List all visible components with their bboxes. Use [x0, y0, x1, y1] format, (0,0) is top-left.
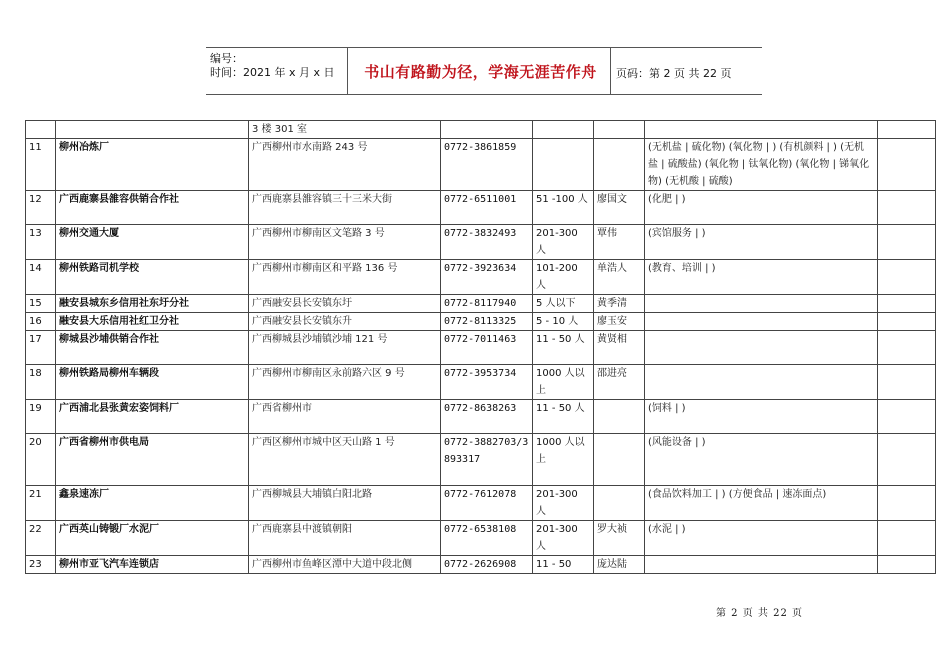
extra-cell	[878, 313, 936, 331]
table-row	[26, 121, 936, 139]
company-size	[533, 121, 594, 139]
company-phone: 0772-3882703/3893317	[441, 434, 533, 486]
row-number: 17	[26, 331, 56, 365]
company-address: 广西柳州市柳南区和平路 136 号	[249, 260, 441, 295]
row-number: 23	[26, 556, 56, 574]
extra-cell	[878, 139, 936, 191]
row-number: 14	[26, 260, 56, 295]
company-phone: 0772-3953734	[441, 365, 533, 400]
company-phone: 0772-8113325	[441, 313, 533, 331]
company-name: 柳州交通大厦	[56, 225, 249, 260]
company-address: 广西鹿寨县雒容镇三十三米大街	[249, 191, 441, 225]
product-info	[645, 313, 878, 331]
company-address: 广西鹿寨县中渡镇朝阳	[249, 521, 441, 556]
table-row	[26, 139, 936, 191]
extra-cell	[878, 191, 936, 225]
product-info	[645, 121, 878, 139]
page-footer: 第 2 页 共 22 页	[716, 608, 803, 619]
contact-person: 黄季清	[594, 295, 645, 313]
company-name	[56, 121, 249, 139]
company-size: 11 - 50	[533, 556, 594, 574]
contact-person	[594, 486, 645, 521]
contact-person: 廖国文	[594, 191, 645, 225]
contact-person: 覃伟	[594, 225, 645, 260]
company-name: 柳州铁路司机学校	[56, 260, 249, 295]
header-page-info: 页码：第 2 页 共 22 页	[616, 67, 732, 80]
table-row	[26, 191, 936, 225]
company-size: 201-300 人	[533, 521, 594, 556]
contact-person: 罗大祯	[594, 521, 645, 556]
contact-person	[594, 139, 645, 191]
extra-cell	[878, 521, 936, 556]
table-row	[26, 225, 936, 260]
row-number: 21	[26, 486, 56, 521]
contact-person: 庞达陆	[594, 556, 645, 574]
extra-cell	[878, 434, 936, 486]
company-name: 融安县城东乡信用社东圩分社	[56, 295, 249, 313]
company-phone: 0772-6511001	[441, 191, 533, 225]
table-row	[26, 331, 936, 365]
company-address: 广西柳州市水南路 243 号	[249, 139, 441, 191]
row-number: 16	[26, 313, 56, 331]
company-phone: 0772-7011463	[441, 331, 533, 365]
company-size: 101-200 人	[533, 260, 594, 295]
header-meta	[210, 52, 335, 80]
company-name: 鑫泉速冻厂	[56, 486, 249, 521]
contact-person: 黄贤相	[594, 331, 645, 365]
extra-cell	[878, 400, 936, 434]
company-size: 1000 人以上	[533, 365, 594, 400]
company-name: 广西省柳州市供电局	[56, 434, 249, 486]
table-row	[26, 556, 936, 574]
page-header	[206, 47, 762, 95]
contact-person: 单浩人	[594, 260, 645, 295]
contact-person: 廖玉安	[594, 313, 645, 331]
contact-person	[594, 121, 645, 139]
company-name: 融安县大乐信用社红卫分社	[56, 313, 249, 331]
row-number: 22	[26, 521, 56, 556]
header-time-label: 时间：2021 年 x 月 x 日	[210, 66, 335, 79]
company-phone	[441, 121, 533, 139]
company-size: 11 - 50 人	[533, 400, 594, 434]
table-row	[26, 295, 936, 313]
product-info	[645, 556, 878, 574]
row-number: 19	[26, 400, 56, 434]
extra-cell	[878, 365, 936, 400]
extra-cell	[878, 486, 936, 521]
row-number: 20	[26, 434, 56, 486]
header-divider-right	[610, 48, 611, 94]
header-divider-left	[347, 48, 348, 94]
company-size: 5 - 10 人	[533, 313, 594, 331]
company-size: 1000 人以上	[533, 434, 594, 486]
company-size: 201-300 人	[533, 486, 594, 521]
product-info: (化肥 | )	[645, 191, 878, 225]
extra-cell	[878, 121, 936, 139]
product-info	[645, 365, 878, 400]
product-info	[645, 331, 878, 365]
company-phone: 0772-7612078	[441, 486, 533, 521]
company-name: 柳州市亚飞汽车连锁店	[56, 556, 249, 574]
row-number: 12	[26, 191, 56, 225]
table-row	[26, 434, 936, 486]
company-phone: 0772-8117940	[441, 295, 533, 313]
table-row	[26, 400, 936, 434]
product-info: (水泥 | )	[645, 521, 878, 556]
company-address: 广西柳州市柳南区文笔路 3 号	[249, 225, 441, 260]
company-address: 广西融安县长安镇东圩	[249, 295, 441, 313]
company-address: 广西柳州市柳南区永前路六区 9 号	[249, 365, 441, 400]
extra-cell	[878, 260, 936, 295]
company-address: 广西柳州市鱼峰区潭中大道中段北侧	[249, 556, 441, 574]
product-info: (风能设备 | )	[645, 434, 878, 486]
company-size: 201-300 人	[533, 225, 594, 260]
row-number: 13	[26, 225, 56, 260]
header-number-label: 编号：	[210, 52, 243, 65]
product-info: (教育、培训 | )	[645, 260, 878, 295]
company-size: 51 -100 人	[533, 191, 594, 225]
contact-person: 邵进亮	[594, 365, 645, 400]
company-table	[25, 120, 936, 574]
company-address: 广西融安县长安镇东升	[249, 313, 441, 331]
table-body	[26, 121, 936, 574]
row-number: 15	[26, 295, 56, 313]
company-name: 柳城县沙埔供销合作社	[56, 331, 249, 365]
contact-person	[594, 400, 645, 434]
company-address: 广西省柳州市	[249, 400, 441, 434]
extra-cell	[878, 225, 936, 260]
company-name: 柳州铁路局柳州车辆段	[56, 365, 249, 400]
row-number: 18	[26, 365, 56, 400]
table-row	[26, 486, 936, 521]
company-phone: 0772-6538108	[441, 521, 533, 556]
extra-cell	[878, 295, 936, 313]
company-size: 11 - 50 人	[533, 331, 594, 365]
company-phone: 0772-3923634	[441, 260, 533, 295]
company-size: 5 人以下	[533, 295, 594, 313]
product-info: (无机盐 | 硫化物) (氧化物 | ) (有机颜料 | ) (无机盐 | 硫酸盐) (氧化物 | 钛氧化物) (氧化物 | 锑氧化物) (无机酸 | 硫酸)	[645, 139, 878, 191]
extra-cell	[878, 556, 936, 574]
header-motto: 书山有路勤为径，学海无涯苦作舟	[364, 62, 597, 81]
company-phone: 0772-3861859	[441, 139, 533, 191]
contact-person	[594, 434, 645, 486]
company-phone: 0772-2626908	[441, 556, 533, 574]
company-address: 广西柳城县大埔镇白阳北路	[249, 486, 441, 521]
product-info	[645, 295, 878, 313]
table-row	[26, 313, 936, 331]
company-name: 柳州冶炼厂	[56, 139, 249, 191]
table-row	[26, 260, 936, 295]
company-name: 广西英山铸锻厂水泥厂	[56, 521, 249, 556]
table-row	[26, 521, 936, 556]
company-address: 3 楼 301 室	[249, 121, 441, 139]
product-info: (饲料 | )	[645, 400, 878, 434]
row-number: 11	[26, 139, 56, 191]
extra-cell	[878, 331, 936, 365]
company-name: 广西鹿寨县雒容供销合作社	[56, 191, 249, 225]
company-phone: 0772-3832493	[441, 225, 533, 260]
company-address: 广西柳城县沙埔镇沙埔 121 号	[249, 331, 441, 365]
table-row	[26, 365, 936, 400]
row-number	[26, 121, 56, 139]
company-address: 广西区柳州市城中区天山路 1 号	[249, 434, 441, 486]
company-phone: 0772-8638263	[441, 400, 533, 434]
product-info: (宾馆服务 | )	[645, 225, 878, 260]
product-info: (食品饮料加工 | ) (方便食品 | 速冻面点)	[645, 486, 878, 521]
company-size	[533, 139, 594, 191]
company-name: 广西浦北县张黄宏姿饲料厂	[56, 400, 249, 434]
